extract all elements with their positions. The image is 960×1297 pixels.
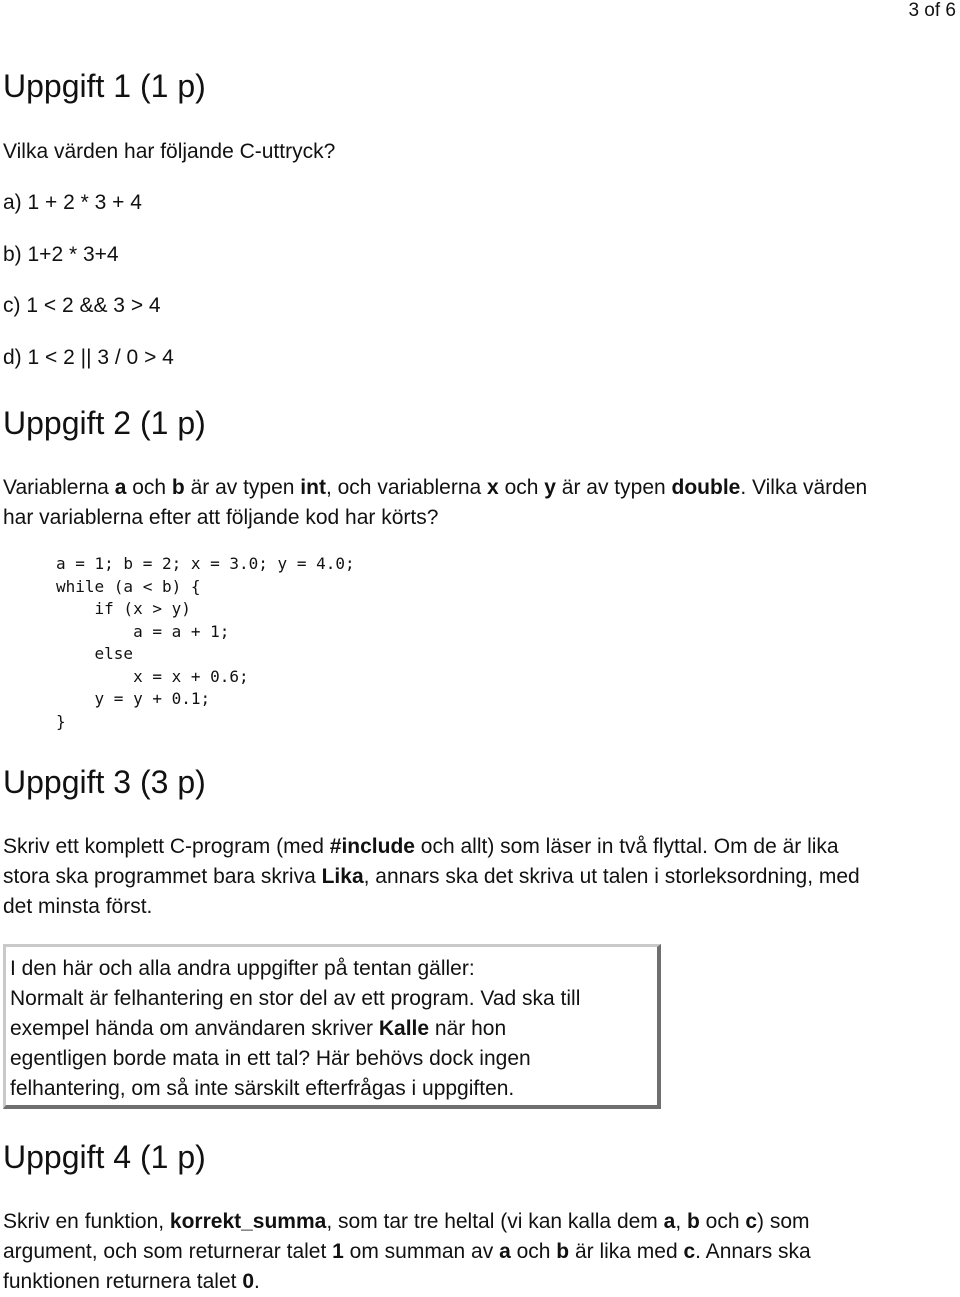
task4-text: Skriv en funktion, korrekt_summa, som tar tre heltal (vi kan kalla dem a, b och c) som argument, och som returnerar talet 1 om summan av a och b är lika med c. Annars ska funktionen returnera talet 0. [3, 1210, 811, 1293]
task2-heading: Uppgift 2 (1 p) [3, 405, 206, 441]
notice-line-1: I den här och alla andra uppgifter på tentan gäller: [10, 957, 475, 980]
task1-item-b: b) 1+2 * 3+4 [3, 243, 119, 266]
notice-box [3, 944, 661, 1109]
notice-line-5: felhantering, om så inte särskilt efterfrågas i uppgiften. [10, 1077, 515, 1100]
task1-heading: Uppgift 1 (1 p) [3, 68, 206, 104]
task1-intro: Vilka värden har följande C-uttryck? [3, 140, 336, 163]
task4-heading: Uppgift 4 (1 p) [3, 1139, 206, 1175]
task3-heading: Uppgift 3 (3 p) [3, 764, 206, 800]
page-number: 3 of 6 [908, 0, 956, 21]
task1-item-c: c) 1 < 2 && 3 > 4 [3, 294, 161, 317]
task1-item-a: a) 1 + 2 * 3 + 4 [3, 191, 142, 214]
notice-line-3: exempel hända om användaren skriver Kalle när hon [10, 1017, 507, 1040]
notice-line-4: egentligen borde mata in ett tal? Här behövs dock ingen [10, 1047, 531, 1070]
task2-text: Variablerna a och b är av typen int, och variablerna x och y är av typen double. Vilka värden har variablerna efter att följande kod har körts? [3, 476, 868, 529]
task2-code-block: a = 1; b = 2; x = 3.0; y = 4.0; while (a < b) { if (x > y) a = a + 1; else x = x + 0.6; y = y + 0.1; } [56, 554, 355, 731]
task3-text: Skriv ett komplett C-program (med #include och allt) som läser in två flyttal. Om de är lika stora ska programmet bara skriva Lika, annars ska det skriva ut talen i storleksordning, med det minsta först. [3, 835, 860, 918]
notice-line-2: Normalt är felhantering en stor del av ett program. Vad ska till [10, 987, 581, 1010]
task1-item-d: d) 1 < 2 || 3 / 0 > 4 [3, 346, 174, 369]
